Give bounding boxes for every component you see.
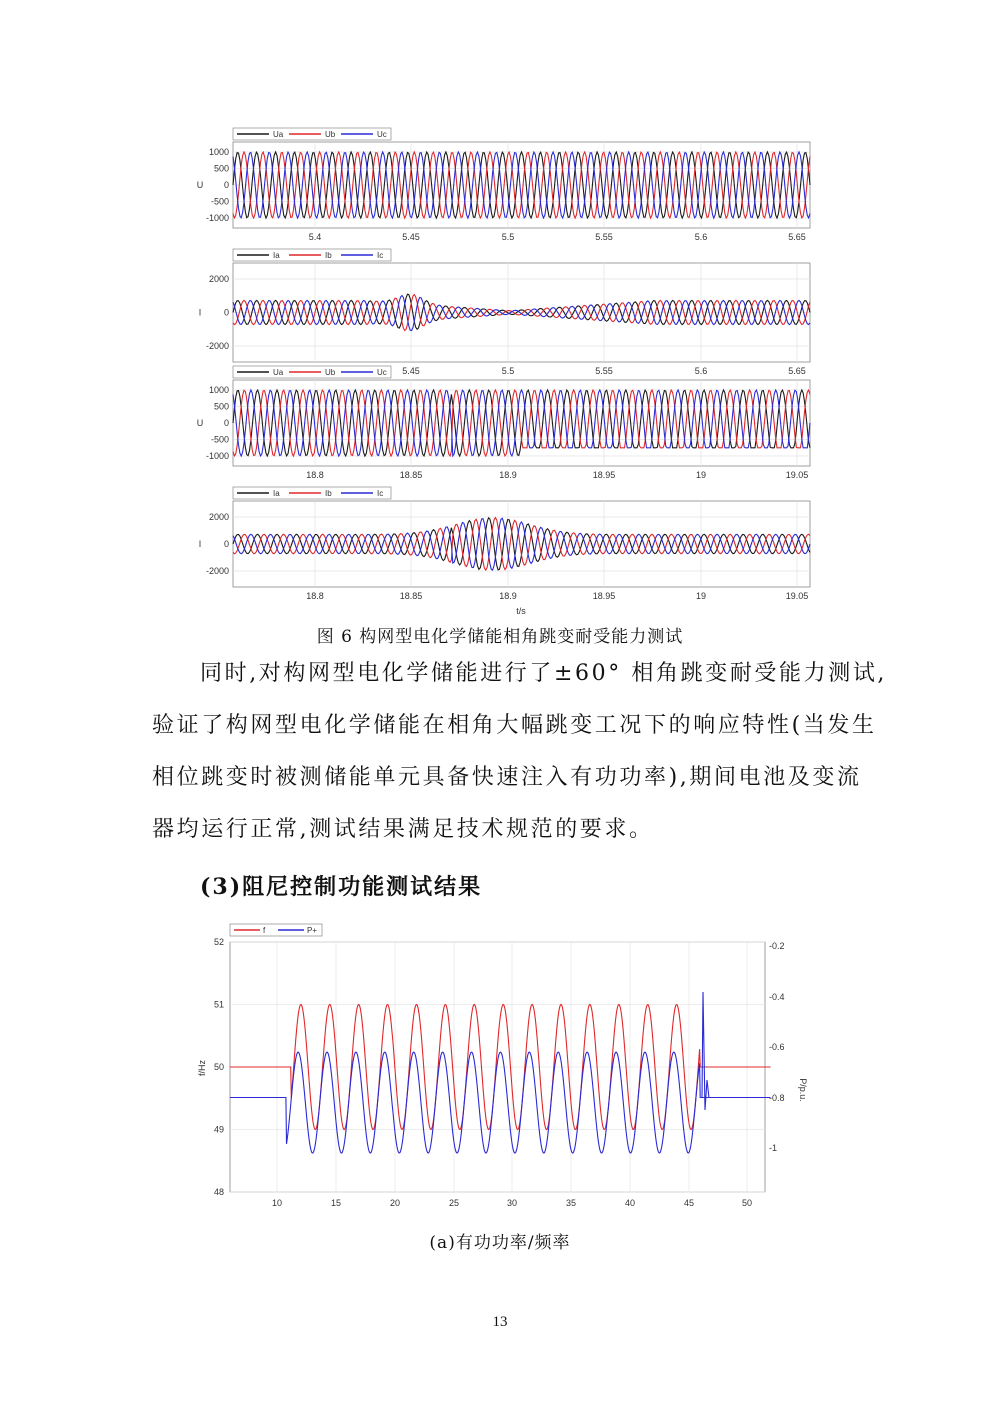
left-tick-label: 49	[213, 1124, 224, 1135]
page-number: 13	[492, 1314, 508, 1330]
left-axis-label: f/Hz	[197, 1059, 207, 1077]
legend-label-Ua: Ua	[273, 368, 284, 377]
figure-6-plots	[0, 120, 1000, 620]
x-tick-label: 5.5	[501, 366, 515, 376]
figure-6-panel-2	[199, 249, 810, 376]
y-tick-label: 2000	[208, 512, 229, 522]
x-axis-label: t/s	[516, 606, 526, 616]
left-tick-label: 51	[213, 999, 224, 1010]
legend-label-Ia: Ia	[273, 489, 280, 498]
y-tick-label: -1000	[205, 213, 229, 223]
x-tick-label: 10	[271, 1198, 283, 1208]
y-axis-label: I	[198, 307, 202, 318]
legend	[233, 487, 391, 499]
x-tick-label: 5.55	[595, 232, 613, 242]
x-tick-label: 5.5	[501, 232, 515, 242]
y-tick-label: 2000	[208, 274, 229, 284]
y-tick-label: 0	[223, 180, 229, 190]
right-tick-label: -1	[769, 1143, 778, 1153]
paragraph-line-1: 同时,对构网型电化学储能进行了±60° 相角跳变耐受能力测试,	[200, 661, 888, 686]
x-tick-label: 50	[741, 1198, 753, 1208]
legend	[233, 366, 391, 378]
legend-label-Ic: Ic	[377, 251, 384, 260]
legend-label-Ic: Ic	[377, 489, 384, 498]
figure-6-panel-3	[197, 366, 810, 480]
legend-label-P+: P+	[307, 926, 318, 935]
y-tick-label: 1000	[208, 385, 229, 395]
legend-label-Uc: Uc	[377, 130, 387, 139]
right-tick-label: -0.8	[769, 1093, 785, 1103]
legend-label-Uc: Uc	[377, 368, 387, 377]
paragraph-line-2: 验证了构网型电化学储能在相角大幅跳变工况下的响应特性(当发生	[152, 713, 877, 738]
y-tick-label: 0	[223, 539, 229, 549]
legend-label-Ua: Ua	[273, 130, 284, 139]
legend-label-Ib: Ib	[325, 489, 332, 498]
right-tick-label: -0.4	[769, 992, 785, 1002]
legend-label-Ib: Ib	[325, 251, 332, 260]
y-tick-label: 1000	[208, 147, 229, 157]
left-tick-label: 48	[213, 1187, 224, 1197]
x-tick-label: 5.6	[694, 366, 708, 376]
legend-label-Ia: Ia	[273, 251, 280, 260]
x-tick-label: 18.9	[499, 591, 517, 601]
y-axis-label: U	[196, 418, 204, 428]
y-tick-label: -500	[210, 196, 229, 207]
x-tick-label: 5.45	[402, 366, 420, 376]
x-tick-label: 15	[330, 1198, 342, 1208]
y-tick-label: 0	[223, 418, 229, 428]
legend	[233, 249, 391, 261]
x-tick-label: 5.45	[402, 232, 420, 242]
section-heading: (3)阻尼控制功能测试结果	[200, 874, 483, 900]
legend-label-Ub: Ub	[325, 130, 336, 139]
y-axis-label: I	[198, 539, 202, 549]
y-tick-label: 500	[213, 401, 229, 412]
figure-6-caption: 图 6 构网型电化学储能相角跳变耐受能力测试	[316, 627, 684, 647]
x-tick-label: 18.95	[592, 591, 616, 601]
y-tick-label: 0	[223, 307, 229, 318]
figure-a-plot	[0, 920, 1000, 1220]
x-tick-label: 18.9	[499, 470, 517, 480]
x-tick-label: 5.65	[788, 366, 806, 376]
paragraph-line-4: 器均运行正常,测试结果满足技术规范的要求。	[152, 817, 654, 842]
legend	[233, 128, 391, 140]
x-tick-label: 5.55	[595, 366, 613, 376]
x-tick-label: 19	[695, 591, 707, 601]
right-axis-label: P/p.u.	[798, 1078, 808, 1102]
x-tick-label: 18.95	[592, 470, 616, 480]
legend-label-f: f	[263, 926, 266, 935]
right-tick-label: -0.6	[769, 1042, 785, 1052]
y-tick-label: -2000	[205, 341, 229, 351]
y-axis-label: U	[196, 180, 204, 190]
x-tick-label: 18.8	[306, 470, 324, 480]
y-tick-label: -500	[210, 434, 229, 445]
x-tick-label: 18.85	[399, 591, 423, 601]
x-tick-label: 30	[506, 1198, 518, 1208]
left-tick-label: 52	[213, 937, 224, 947]
x-tick-label: 18.8	[306, 591, 324, 601]
x-tick-label: 40	[624, 1198, 636, 1208]
x-tick-label: 18.85	[399, 470, 423, 480]
x-tick-label: 5.6	[694, 232, 708, 242]
right-tick-label: -0.2	[769, 941, 785, 951]
paragraph-line-3: 相位跳变时被测储能单元具备快速注入有功功率),期间电池及变流	[152, 765, 862, 790]
x-tick-label: 19	[695, 470, 707, 480]
x-tick-label: 25	[448, 1198, 460, 1208]
x-tick-label: 5.4	[308, 232, 322, 242]
y-tick-label: -2000	[205, 566, 229, 576]
figure-a-axes	[197, 937, 808, 1208]
x-tick-label: 35	[565, 1198, 577, 1208]
legend	[230, 924, 322, 936]
x-tick-label: 19.05	[785, 470, 809, 480]
legend-label-Ub: Ub	[325, 368, 336, 377]
y-tick-label: 500	[213, 163, 229, 174]
left-tick-label: 50	[213, 1062, 224, 1072]
x-tick-label: 20	[389, 1198, 401, 1208]
x-tick-label: 45	[683, 1198, 695, 1208]
figure-a-caption: (a)有功功率/频率	[429, 1233, 571, 1253]
figure-6-panel-4	[199, 487, 810, 601]
x-tick-label: 19.05	[785, 591, 809, 601]
x-tick-label: 5.65	[788, 232, 806, 242]
figure-6-panel-1	[197, 128, 810, 242]
y-tick-label: -1000	[205, 451, 229, 461]
